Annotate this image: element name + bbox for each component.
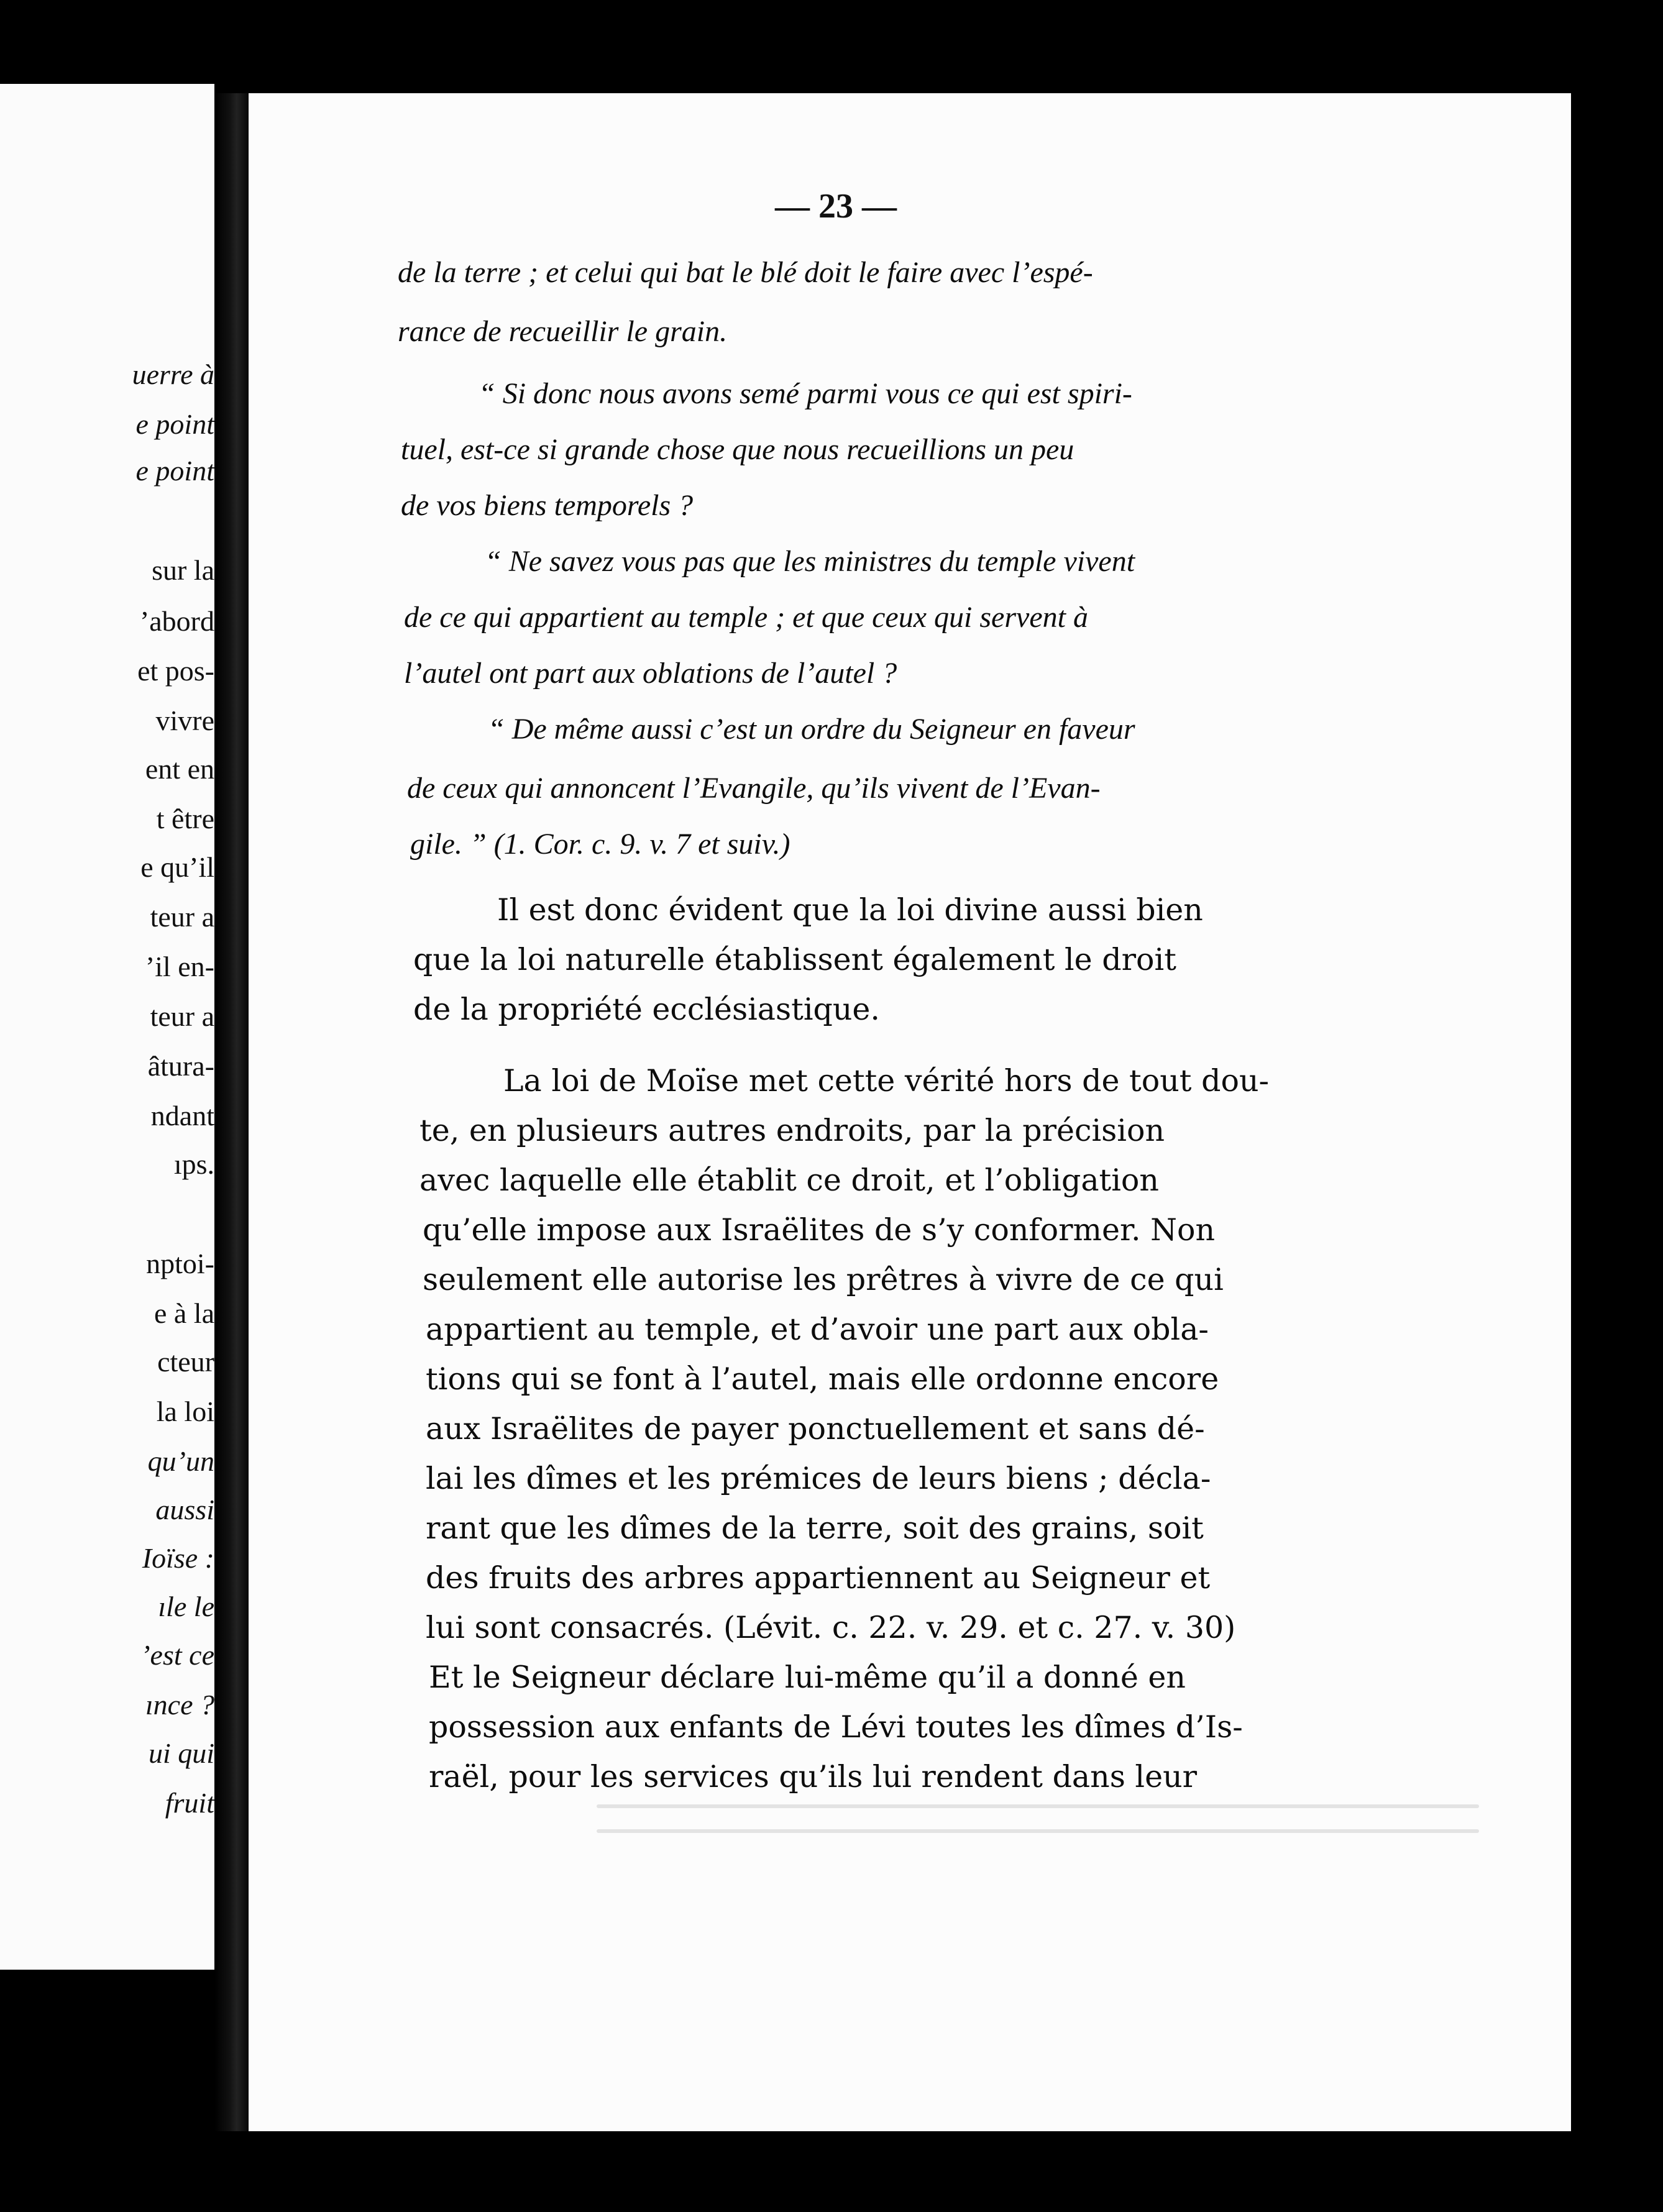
- body-text-line: aux Israëlites de payer ponctuellement et sans dé-: [426, 1411, 1205, 1446]
- facing-line: ’abord: [139, 605, 214, 637]
- quote-line: de la terre ; et celui qui bat le blé doit le faire avec l’espé-: [398, 256, 1093, 289]
- body-text-line: des fruits des arbres appartiennent au Seigneur et: [426, 1560, 1211, 1596]
- facing-line: fruit: [165, 1787, 214, 1819]
- body-text-line: lai les dîmes et les prémices de leurs biens ; décla-: [426, 1461, 1211, 1496]
- facing-line: ınce ?: [145, 1689, 214, 1721]
- facing-line: e point: [135, 455, 214, 487]
- body-text-line: lui sont consacrés. (Lévit. c. 22. v. 29. et c. 27. v. 30): [426, 1610, 1236, 1645]
- facing-line: ıps.: [173, 1148, 214, 1180]
- body-text-line: qu’elle impose aux Israëlites de s’y conformer. Non: [423, 1212, 1216, 1248]
- body-text-line: Il est donc évident que la loi divine aussi bien: [497, 892, 1203, 928]
- facing-line: la loi: [156, 1396, 214, 1427]
- facing-line: qu’un: [147, 1445, 214, 1477]
- facing-line: ui qui: [148, 1737, 214, 1769]
- quote-line: de ce qui appartient au temple ; et que ceux qui servent à: [404, 601, 1088, 634]
- facing-line: teur a: [150, 1000, 214, 1032]
- quote-line: “ Si donc nous avons semé parmi vous ce qui est spiri-: [479, 377, 1132, 410]
- facing-line: ent en: [145, 753, 214, 785]
- quote-line: rance de recueillir le grain.: [398, 315, 728, 348]
- body-text-line: te, en plusieurs autres endroits, par la précision: [419, 1113, 1165, 1148]
- facing-line: aussi: [155, 1494, 214, 1525]
- body-text-line: seulement elle autorise les prêtres à vivre de ce qui: [423, 1262, 1224, 1297]
- facing-line: âtura-: [147, 1050, 214, 1082]
- facing-line: e point: [135, 408, 214, 440]
- quote-line: l’autel ont part aux oblations de l’autel ?: [404, 657, 897, 690]
- facing-line: sur la: [152, 554, 214, 586]
- facing-line: ıle le: [158, 1591, 214, 1622]
- book-page: [249, 93, 1571, 2131]
- quote-line: tuel, est-ce si grande chose que nous recueillions un peu: [401, 433, 1074, 466]
- facing-line: Ioïse :: [142, 1542, 214, 1574]
- body-text-line: appartient au temple, et d’avoir une part aux obla-: [426, 1312, 1209, 1347]
- facing-page-fragment: [0, 84, 214, 1970]
- quote-line: “ Ne savez vous pas que les ministres du temple vivent: [485, 545, 1135, 578]
- book-gutter: [214, 93, 252, 2131]
- facing-line: t être: [156, 803, 214, 834]
- quote-line: gile. ” (1. Cor. c. 9. v. 7 et suiv.): [410, 828, 790, 861]
- quote-line: de ceux qui annoncent l’Evangile, qu’ils vivent de l’Evan-: [407, 772, 1101, 805]
- body-text-line: de la propriété ecclésiastique.: [413, 992, 881, 1027]
- facing-line: nptoi-: [146, 1248, 214, 1279]
- facing-line: teur a: [150, 901, 214, 933]
- body-text-line: avec laquelle elle établit ce droit, et l’obligation: [419, 1163, 1159, 1198]
- body-text-line: rant que les dîmes de la terre, soit des grains, soit: [426, 1510, 1204, 1546]
- body-text-line: possession aux enfants de Lévi toutes les dîmes d’Is-: [429, 1709, 1243, 1745]
- body-text-line: La loi de Moïse met cette vérité hors de tout dou-: [503, 1063, 1270, 1099]
- quote-line: de vos biens temporels ?: [401, 489, 694, 522]
- facing-line: uerre à: [132, 359, 214, 390]
- page-number: — 23 —: [775, 187, 897, 226]
- body-text-line: tions qui se font à l’autel, mais elle ordonne encore: [426, 1361, 1219, 1397]
- facing-line: et pos-: [137, 655, 214, 687]
- facing-line: cteur: [157, 1346, 214, 1378]
- body-text-line: Et le Seigneur déclare lui-même qu’il a donné en: [429, 1660, 1186, 1695]
- facing-line: ’il en-: [145, 951, 214, 982]
- facing-line: e qu’il: [140, 851, 214, 883]
- quote-line: “ De même aussi c’est un ordre du Seigneur en faveur: [488, 713, 1135, 746]
- body-text-line: raël, pour les services qu’ils lui rendent dans leur: [429, 1759, 1198, 1794]
- body-text-line: que la loi naturelle établissent également le droit: [413, 942, 1176, 977]
- facing-line: e à la: [153, 1297, 214, 1329]
- facing-line: vivre: [155, 705, 214, 736]
- facing-line: ’est ce: [140, 1639, 214, 1671]
- bleed-through-shadow: [597, 1783, 1479, 1858]
- facing-line: ndant: [150, 1100, 214, 1131]
